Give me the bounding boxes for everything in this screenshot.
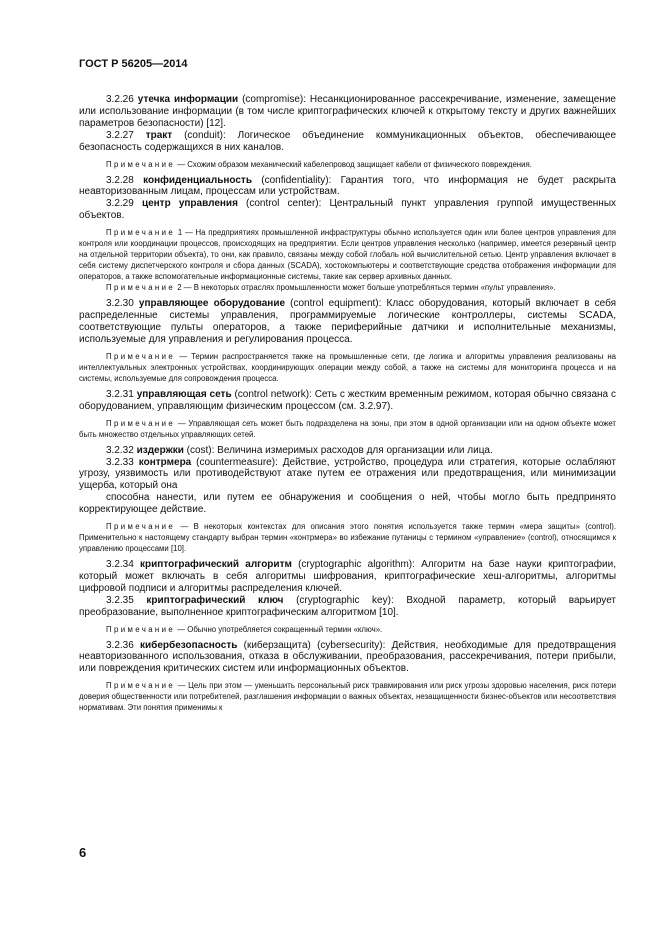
term: конфиденциальность <box>143 174 252 186</box>
term-entry: 3.2.29 центр управления (control center): Центральный пункт управления группой имущественных объектов. <box>79 198 617 222</box>
note-label: Примечание <box>106 522 176 532</box>
note-label: Примечание <box>106 283 176 293</box>
document-body <box>79 94 616 713</box>
term-entry: 3.2.26 утечка информации (compromise): Несанкционированное рассекречивание, изменение, замещение или использование информации (в том числе криптографических ключей к открытому тексту и других важнейших параметров безопасности) [12]. <box>79 94 616 129</box>
note: Примечание — Термин распространяется также на промышленные сети, где логика и алгоритмы управления реализованы на интеллектуальных электронных устройствах, координирующих операции между собой, а также на системы для мониторинга процесса и на системы, используемые для сопровождения процесса. <box>79 351 616 383</box>
note: Примечание 2 — В некоторых отраслях промышленности может больше употребляться термин «пульт управления». <box>106 283 556 293</box>
note-label: Примечание <box>106 681 176 691</box>
term: контрмера <box>138 456 192 468</box>
note: Примечание 1 — На предприятиях промышленной инфраструктуры обычно используется один или более центров управления для контроля или координации процессов, происходящих на предприятии. Если центров управления несколько (например, имеется резервный центр на отдельной территории объекта), то они, как правило, связаны между собой глобаль ной вычислительной сетью. Центр управления включает в себя систему диспетчерского контроля и сбора данных (SCADA), хостокомпьютеры и соответствующие средства отображения информации для операторов, а также вспомогательные информационные системы, такие как сервер архивных данных. <box>79 228 616 282</box>
term: управляющее оборудование <box>138 298 286 310</box>
note-label: Примечание <box>106 228 176 238</box>
note: Примечание — Цель при этом — уменьшить персональный риск травмирования или риск угрозы здоровью населения, риск потери доверия общественности или потребителей, разглашения информации о важных объектах, незащищенности бизнес-объектов или несоответствия нормативам. Эти понятия применимы к <box>79 681 616 713</box>
note-label: Примечание <box>106 351 176 361</box>
term-entry-continuation: способна нанести, или путем ее обнаружения и сообщения о ней, чтобы могло быть предпринято корректирующее действие. <box>79 492 616 516</box>
document-header: ГОСТ Р 56205—2014 <box>79 58 188 70</box>
note: Примечание — В некоторых контекстах для описания этого понятия используется также термин «мера защиты» (control). Применительно к настоящему стандарту выбран термин «контрмера» во избежание путаницы с термином «управление» (control), относящимся к управлению процессами [10]. <box>79 522 616 554</box>
term: управляющая сеть <box>136 388 232 400</box>
term-entry: 3.2.33 контрмера (countermeasure): Действие, устройство, процедура или стратегия, которые ослабляют угрозу, уязвимость или противодействуют атаке путем ее отражения или предотвращения, или минимизации ущерба, который она <box>79 456 616 492</box>
page-number: 6 <box>79 845 87 860</box>
note-label: Примечание <box>106 159 176 169</box>
term: тракт <box>145 129 173 141</box>
note-label: Примечание <box>106 418 176 428</box>
term-entry: 3.2.35 криптографический ключ (cryptographic key): Входной параметр, который варьирует преобразование, выполненное криптографическим алгоритмом [10]. <box>79 594 617 618</box>
term: утечка информации <box>137 94 239 105</box>
term: центр управления <box>141 198 238 210</box>
term-entry: 3.2.32 издержки (cost): Величина измеримых расходов для организации или лица. <box>106 444 493 456</box>
term-entry: 3.2.31 управляющая сеть (control network): Сеть с жестким временным режимом, которая обычно связана с оборудованием, управляющим физическим процессом (см. 3.2.97). <box>79 388 616 412</box>
term-entry: 3.2.36 кибербезопасность (киберзащита) (cybersecurity): Действия, необходимые для предотвращения неавторизованного использования, отказа в обслуживании, преобразования, рассекречивания, потери прибыли, или повреждения критических систем или информационных объектов. <box>79 639 616 675</box>
term-entry: 3.2.28 конфиденциальность (confidentiality): Гарантия того, что информация не будет раскрыта неавторизованным лицам, процессам или устройствам. <box>79 174 616 198</box>
note-label: Примечание <box>106 624 176 634</box>
term: кибербезопасность <box>140 639 238 651</box>
term-entry: 3.2.27 тракт (conduit): Логическое объединение коммуникационных объектов, обеспечивающее безопасность содержащихся в них каналов. <box>79 129 616 153</box>
term-entry: 3.2.34 криптографический алгоритм (cryptographic algorithm): Алгоритм на базе науки криптографии, который может включать в себя алгоритмы шифрования, криптографические хеш-алгоритмы, алгоритмы цифровой подписи и алгоритмы распределения ключей. <box>79 559 616 594</box>
note: Примечание — Управляющая сеть может быть подразделена на зоны, при этом в одной организации или на одном объекте может быть множество отдельных управляющих сетей. <box>79 418 616 439</box>
note: Примечание — Обычно употребляется сокращенный термин «ключ». <box>106 624 383 634</box>
term: издержки <box>136 444 184 456</box>
note: Примечание — Схожим образом механический кабелепровод защищает кабели от физического повреждения. <box>106 159 532 169</box>
term: криптографический ключ <box>146 594 284 606</box>
term: криптографический алгоритм <box>140 559 292 571</box>
term-entry: 3.2.30 управляющее оборудование (control equipment): Класс оборудования, который включает в себя распределенные системы управления, программируемые логические контроллеры, системы SCADA, соответствующие пульты операторов, а также периферийные датчики и исполнительные механизмы, используемые для управления и регулирования процесса. <box>79 298 617 345</box>
